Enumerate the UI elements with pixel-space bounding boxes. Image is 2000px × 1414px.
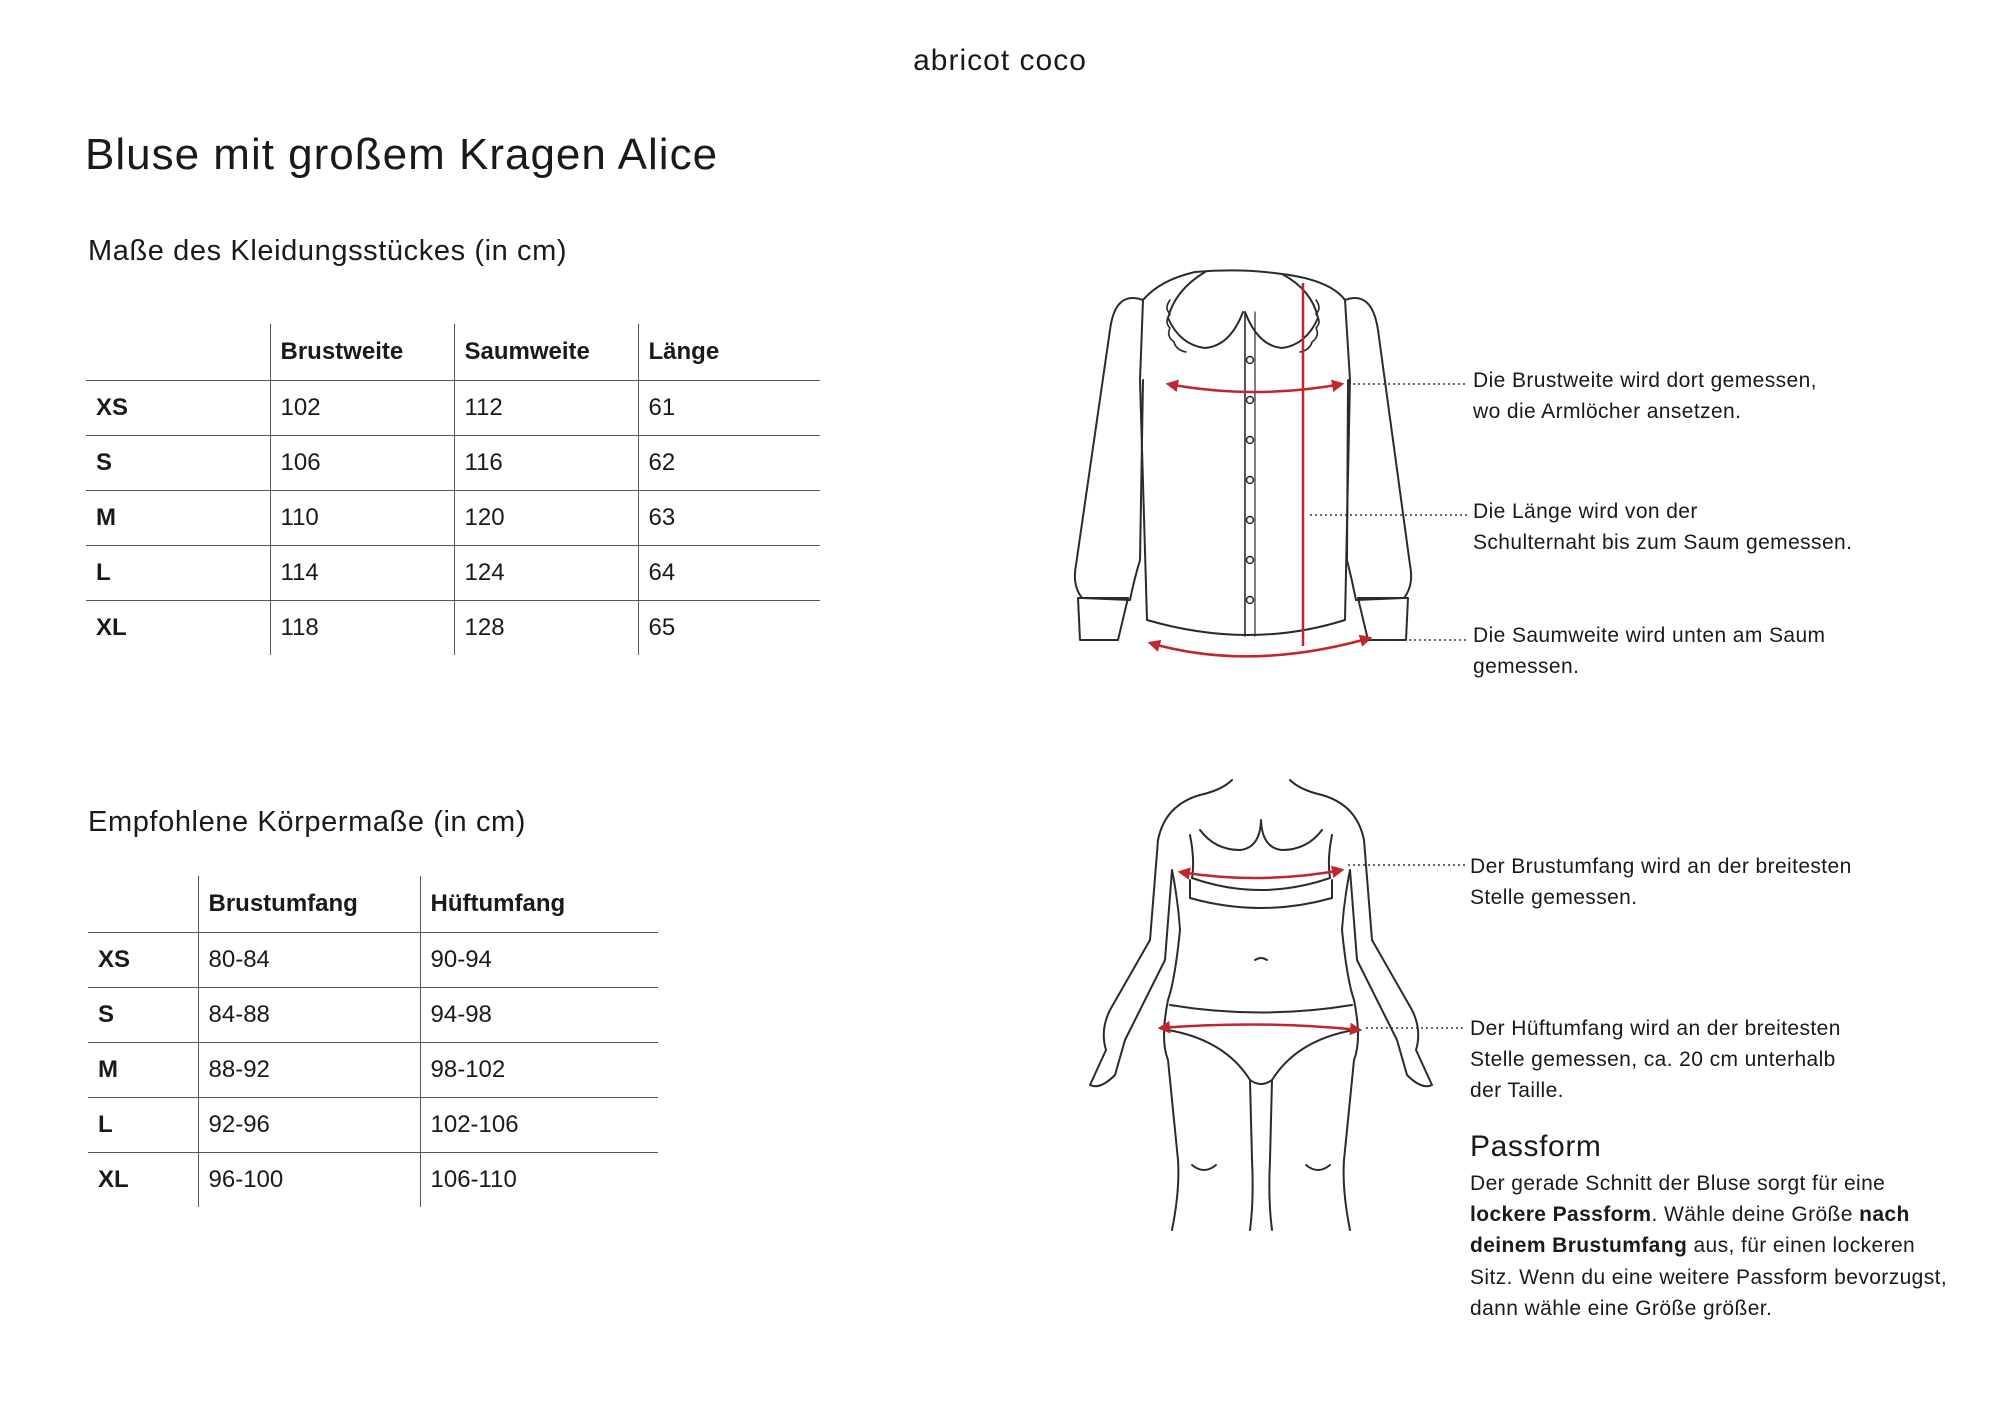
table-cell: 106-110 [420,1153,658,1208]
table-cell: 63 [638,491,820,546]
page-title: Bluse mit großem Kragen Alice [85,130,719,179]
chest-note [1470,851,1852,913]
table-cell: 62 [638,436,820,491]
blouse-collar-ruffle-left [1167,300,1186,352]
blouse-left-cuff [1078,598,1128,640]
fit-title: Passform [1470,1130,1602,1163]
blouse-buttons [1247,357,1254,604]
fit-text-2: . Wähle deine Größe [1651,1203,1860,1227]
hip-arrow [1160,1024,1360,1030]
table-cell: 112 [454,381,638,436]
hip-note [1470,1013,1841,1106]
table-cell: 92-96 [198,1098,420,1153]
note-line: wo die Armlöcher ansetzen. [1473,400,1742,423]
table-cell: 84-88 [198,988,420,1043]
length-note [1473,496,1852,558]
header-hem-width: Saumweite [454,324,638,381]
leg-outline [1250,1080,1272,1230]
size-label: XL [86,601,270,656]
hem-width-note [1473,620,1825,682]
header-bust-width: Brustweite [270,324,454,381]
note-line: Die Saumweite wird unten am Saum [1473,624,1826,647]
table-cell: 65 [638,601,820,656]
blouse-right-cuff [1358,598,1408,640]
size-label: L [86,546,270,601]
table-cell: 110 [270,491,454,546]
button-icon [1247,597,1254,604]
note-line: Der Brustumfang wird an der breitesten [1470,855,1852,878]
button-icon [1247,437,1254,444]
hem-width-arrow [1150,638,1370,656]
brand-logo: abricot coco [913,44,1087,77]
button-icon [1247,357,1254,364]
blouse-right-sleeve [1345,298,1411,600]
button-icon [1247,517,1254,524]
blouse-sketch [1075,270,1411,640]
size-label: XS [86,381,270,436]
table-cell: 114 [270,546,454,601]
table-cell: 106 [270,436,454,491]
chest-arrow [1180,870,1342,878]
size-label: XL [88,1153,198,1208]
table-cell: 102-106 [420,1098,658,1153]
table-cell: 80-84 [198,933,420,988]
note-line: gemessen. [1473,655,1580,678]
bust-width-note [1473,365,1817,427]
fit-bold-2: nach deinem Brustumfang [1470,1203,1910,1258]
table-cell: 124 [454,546,638,601]
header-length: Länge [638,324,820,381]
table-cell: 96-100 [198,1153,420,1208]
table-cell: 98-102 [420,1043,658,1098]
size-label: M [88,1043,198,1098]
table-cell: 64 [638,546,820,601]
neck-outline [1200,780,1322,795]
size-label: S [88,988,198,1043]
header-chest: Brustumfang [198,876,420,933]
note-line: Stelle gemessen. [1470,886,1638,909]
garment-measurements-title: Maße des Kleidungsstückes (in cm) [88,235,568,267]
table-cell: 102 [270,381,454,436]
fit-text-1: Der gerade Schnitt der Bluse sorgt für eine [1470,1172,1886,1195]
blouse-collar-right [1245,274,1318,348]
body-figure [1090,780,1432,1230]
waist-navel [1255,958,1267,960]
button-icon [1247,557,1254,564]
button-icon [1247,397,1254,404]
fit-text-3: aus, für einen lockeren Sitz. Wenn du eine weitere Passform bevorzugst, dann wähle eine Größe größer. [1470,1234,1948,1320]
button-icon [1247,477,1254,484]
size-label: S [86,436,270,491]
table-cell: 120 [454,491,638,546]
fit-bold-1: lockere Passform [1470,1203,1652,1227]
knee-left [1192,1165,1216,1170]
note-line: Der Hüftumfang wird an der breitesten [1470,1017,1841,1040]
note-line: Schulternaht bis zum Saum gemessen. [1473,531,1853,554]
blouse-leader-lines [1310,384,1468,640]
table-cell: 90-94 [420,933,658,988]
table-cell: 116 [454,436,638,491]
knee-right [1306,1165,1330,1170]
table-cell: 128 [454,601,638,656]
table-cell: 88-92 [198,1043,420,1098]
note-line: Stelle gemessen, ca. 20 cm unterhalb [1470,1048,1836,1071]
note-line: Die Brustweite wird dort gemessen, [1473,369,1817,392]
note-line: der Taille. [1470,1079,1564,1102]
fit-description [1470,1168,1950,1324]
table-cell: 61 [638,381,820,436]
size-label: XS [88,933,198,988]
brief-outline [1168,1005,1354,1084]
blouse-left-sleeve [1075,298,1143,600]
size-label: M [86,491,270,546]
body-measurements-title: Empfohlene Körpermaße (in cm) [88,806,527,838]
blouse-collar-left [1168,272,1243,348]
header-hip: Hüftumfang [420,876,658,933]
table-cell: 118 [270,601,454,656]
table-cell: 94-98 [420,988,658,1043]
size-label: L [88,1098,198,1153]
bra-outline [1190,820,1332,890]
body-leader-lines [1348,865,1465,1028]
note-line: Die Länge wird von der [1473,500,1698,523]
